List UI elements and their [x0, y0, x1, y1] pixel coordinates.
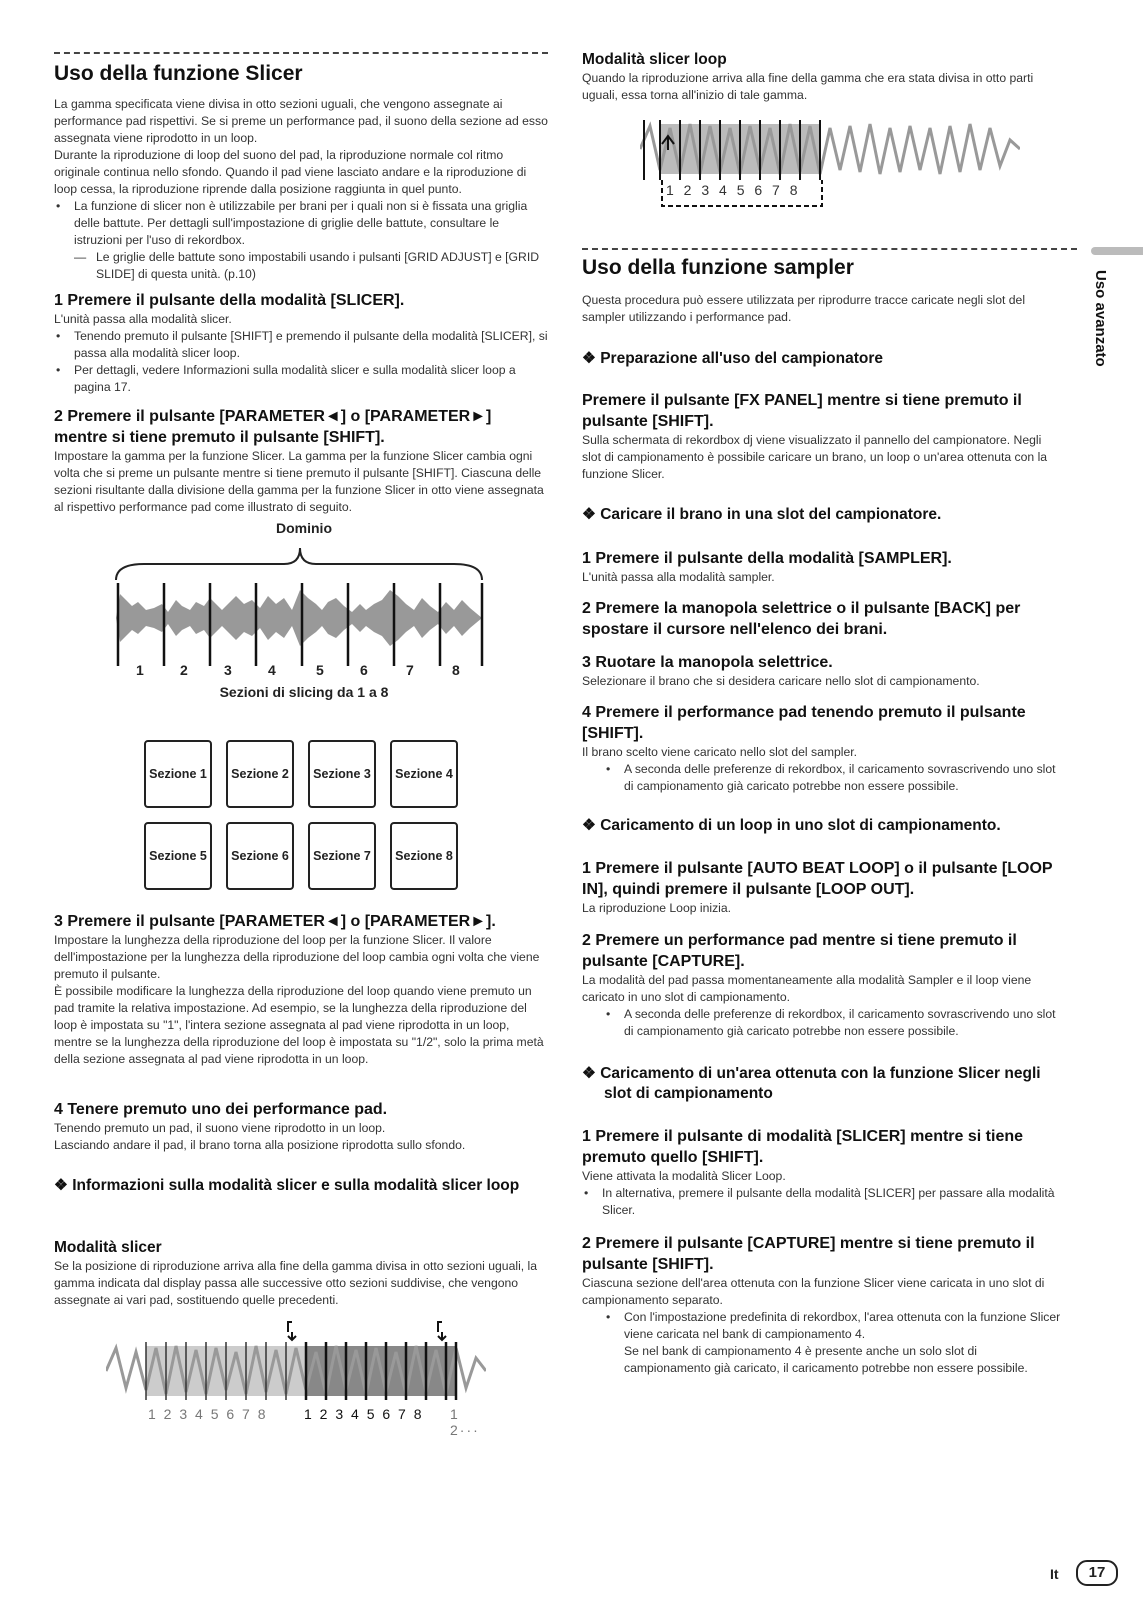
sampler-intro	[582, 292, 1062, 326]
section-divider	[54, 52, 548, 54]
step-text: Il brano scelto viene caricato nello slot del sampler.	[582, 745, 858, 759]
step-2	[54, 406, 548, 516]
slicing-figure	[104, 520, 504, 710]
step-title: 2 Premere il pulsante [PARAMETER◄] o [PARAMETER►] mentre si tiene premuto il pulsante [SHIFT].	[54, 408, 492, 446]
slicer-loop-title: Modalità slicer loop	[582, 51, 727, 68]
section-pad: Sezione 6	[226, 822, 294, 890]
section-pad: Sezione 8	[390, 822, 458, 890]
load-step-2	[582, 598, 1062, 640]
side-section-label: Uso avanzato	[1092, 270, 1109, 367]
section-pad: Sezione 3	[308, 740, 376, 808]
step-title: 1 Premere il pulsante della modalità [SAMPLER].	[582, 550, 952, 567]
slice-number: 4	[268, 662, 276, 678]
step-title: 1 Premere il pulsante della modalità [SLICER].	[54, 292, 405, 309]
step-text: La riproduzione Loop inizia.	[582, 901, 732, 915]
sampler-intro-text: Questa procedura può essere utilizzata per riprodurre tracce caricate negli slot del sampler utilizzando i performance pad.	[582, 293, 1026, 324]
note-dash: — Le griglie delle battute sono impostabili usando i pulsanti [GRID ADJUST] e [GRID SLIDE] di questa unità. (p.10)	[54, 249, 548, 283]
side-tab-marker	[1091, 247, 1143, 255]
area-step-2	[582, 1233, 1062, 1377]
loop-step-2	[582, 930, 1062, 1040]
slice-number: 3	[224, 662, 232, 678]
loopload-title: ❖ Caricamento di un loop in uno slot di campionamento.	[582, 817, 1001, 834]
slice-number: 8	[452, 662, 460, 678]
slicer-loop-numbers: 1 2 3 4 5 6 7 8	[666, 182, 801, 198]
step-bullet: • A seconda delle preferenze di rekordbox, il caricamento sovrascrivendo uno slot di campionamento già caricato potrebbe non essere possibile.	[582, 1006, 1062, 1040]
intro-paragraph: Durante la riproduzione di loop del suono del pad, la riproduzione normale col ritmo originale continua nello sfondo. Quando il pad viene lasciato andare e la riproduzione di loop cessa, la riproduzione riprende dalla posizione raggiunta in quel punto.	[54, 148, 527, 196]
slicer-mode-title: Modalità slicer	[54, 1239, 162, 1256]
load-step-4	[582, 702, 1062, 795]
step-text: Sulla schermata di rekordbox dj viene visualizzato il pannello del campionatore. Negli slot di campionamento è possibile caricare un brano, un loop o un'area ottenuta con la funzione Slicer.	[582, 433, 1048, 481]
section-divider	[582, 248, 1077, 250]
step-text: Lasciando andare il pad, il brano torna alla posizione riprodotta sullo sfondo.	[54, 1138, 466, 1152]
step-title: 4 Premere il performance pad tenendo premuto il pulsante [SHIFT].	[582, 704, 1026, 742]
area-heading	[582, 1064, 1062, 1104]
slicer-title: Uso della funzione Slicer	[54, 62, 303, 85]
slice-number: 7	[406, 662, 414, 678]
section-pad: Sezione 4	[390, 740, 458, 808]
step-text: La modalità del pad passa momentaneamente alla modalità Sampler e il loop viene caricato in uno slot di campionamento.	[582, 973, 1032, 1004]
step-bullet: • Per dettagli, vedere Informazioni sulla modalità slicer e sulla modalità slicer loop a pagina 17.	[54, 362, 548, 396]
page-number: 17	[1076, 1560, 1118, 1586]
info-title: ❖ Informazioni sulla modalità slicer e sulla modalità slicer loop	[54, 1177, 520, 1194]
step-bullet: • Tenendo premuto il pulsante [SHIFT] e premendo il pulsante della modalità [SLICER], si passa alla modalità slicer loop.	[54, 328, 548, 362]
step-text: Selezionare il brano che si desidera caricare nello slot di campionamento.	[582, 674, 980, 688]
prep-heading	[582, 349, 1062, 369]
step-bullet: • In alternativa, premere il pulsante della modalità [SLICER] per passare alla modalità Slicer.	[582, 1185, 1062, 1219]
slice-number: 1	[136, 662, 144, 678]
slicer-loop-figure	[640, 110, 1020, 220]
slice-numbers-current: 1 2 3 4 5 6 7 8	[304, 1406, 424, 1422]
slicer-mode	[54, 1238, 548, 1309]
figure-caption: Sezioni di slicing da 1 a 8	[219, 684, 389, 700]
info-heading	[54, 1176, 548, 1196]
section-pad-grid	[144, 740, 464, 890]
step-title: 2 Premere il pulsante [CAPTURE] mentre si tiene premuto il pulsante [SHIFT].	[582, 1235, 1035, 1273]
area-step-1	[582, 1126, 1062, 1219]
slicer-loop-waveform	[640, 110, 1020, 220]
slice-numbers-next: 1 2···	[450, 1406, 480, 1438]
section-pad: Sezione 2	[226, 740, 294, 808]
step-4	[54, 1099, 548, 1154]
step-text: L'unità passa alla modalità sampler.	[582, 570, 775, 584]
step-title: 3 Premere il pulsante [PARAMETER◄] o [PARAMETER►].	[54, 913, 496, 930]
intro-paragraph: La gamma specificata viene divisa in otto sezioni uguali, che vengono assegnate ai performance pad rispettivi. Se si preme un performance pad, il suono della sezione ad esso assegnata viene riprodotto in un loop.	[54, 97, 548, 145]
bullet-continuation: Se nel bank di campionamento 4 è presente anche un solo slot di campionamento già caricato, il caricamento potrebbe non essere possibile.	[624, 1344, 1028, 1375]
slicer-loop-text: Quando la riproduzione arriva alla fine della gamma che era stata divisa in otto parti uguali, essa torna all'inizio di tale gamma.	[582, 71, 1034, 102]
slicer-intro	[54, 96, 548, 283]
step-title: Premere il pulsante [FX PANEL] mentre si tiene premuto il pulsante [SHIFT].	[582, 392, 1022, 430]
step-3	[54, 911, 548, 1068]
footer-language: It	[1050, 1566, 1059, 1582]
prep-title: ❖ Preparazione all'uso del campionatore	[582, 350, 883, 367]
section-pad: Sezione 7	[308, 822, 376, 890]
slice-number: 2	[180, 662, 188, 678]
load-step-1	[582, 548, 1062, 586]
section-pad: Sezione 5	[144, 822, 212, 890]
slice-number: 5	[316, 662, 324, 678]
step-text: È possibile modificare la lunghezza della riproduzione del loop quando viene premuto un pad tramite la relativa impostazione. Ad esempio, se la lunghezza della riproduzione del loop è impostata su "1", l'intera sezione assegnata al pad viene riprodotta in un loop, mentre se la lunghezza della riproduzione del loop è impostata su "1/2", solo la prima metà della sezione assegnata al pad viene riprodotta in un loop.	[54, 984, 544, 1066]
slice-number: 6	[360, 662, 368, 678]
waveform-graphic	[104, 538, 504, 668]
load-heading	[582, 505, 1062, 525]
step-title: 3 Ruotare la manopola selettrice.	[582, 654, 833, 671]
slice-numbers-previous: 1 2 3 4 5 6 7 8	[148, 1406, 268, 1422]
step-title: 4 Tenere premuto uno dei performance pad.	[54, 1101, 388, 1118]
section-pad: Sezione 1	[144, 740, 212, 808]
step-text: Tenendo premuto un pad, il suono viene riprodotto in un loop.	[54, 1121, 386, 1135]
step-1	[54, 290, 548, 396]
step-bullet-continued	[582, 1343, 1062, 1377]
loopload-heading	[582, 816, 1062, 836]
step-title: 1 Premere il pulsante di modalità [SLICER] mentre si tiene premuto quello [SHIFT].	[582, 1128, 1024, 1166]
prep-step	[582, 390, 1062, 483]
step-text: Ciascuna sezione dell'area ottenuta con la funzione Slicer viene caricata in uno slot di campionamento separato.	[582, 1276, 1045, 1307]
load-title: ❖ Caricare il brano in una slot del campionatore.	[582, 506, 942, 523]
area-title: ❖ Caricamento di un'area ottenuta con la funzione Slicer negli slot di campionamento	[582, 1065, 1041, 1102]
step-title: 1 Premere il pulsante [AUTO BEAT LOOP] o il pulsante [LOOP IN], quindi premere il pulsante [LOOP OUT].	[582, 860, 1053, 898]
loop-step-1	[582, 858, 1062, 917]
slicer-loop-mode	[582, 50, 1072, 104]
step-title: 2 Premere la manopola selettrice o il pulsante [BACK] per spostare il cursore nell'elenco dei brani.	[582, 600, 1021, 638]
step-bullet: • A seconda delle preferenze di rekordbox, il caricamento sovrascrivendo uno slot di campionamento già caricato potrebbe non essere possibile.	[582, 761, 1062, 795]
step-text: L'unità passa alla modalità slicer.	[54, 312, 232, 326]
step-bullet: • Con l'impostazione predefinita di rekordbox, l'area ottenuta con la funzione Slicer viene caricata nel bank di campionamento 4.	[582, 1309, 1062, 1343]
slicer-mode-text: Se la posizione di riproduzione arriva alla fine della gamma divisa in otto sezioni uguali, la gamma indicata dal display passa alle successive otto sezioni suddivise, che vengono assegnate ai vari pad, sostituendo quelle precedenti.	[54, 1259, 538, 1307]
note-bullet: • La funzione di slicer non è utilizzabile per brani per i quali non si è fissata una griglia delle battute. Per dettagli sull'impostazione di griglie delle battute, consultare le istruzioni per l'uso di rekordbox.	[54, 198, 548, 249]
slicer-mode-waveform	[106, 1318, 486, 1408]
load-step-3	[582, 652, 1062, 690]
sampler-title: Uso della funzione sampler	[582, 256, 854, 279]
slicer-mode-figure	[106, 1318, 486, 1438]
step-text: Viene attivata la modalità Slicer Loop.	[582, 1169, 786, 1183]
dominio-label: Dominio	[276, 520, 332, 536]
step-text: Impostare la lunghezza della riproduzione del loop per la funzione Slicer. Il valore dell'impostazione per la lunghezza della riproduzione del loop cambia ogni volta che viene premuto il pulsante.	[54, 933, 540, 981]
step-text: Impostare la gamma per la funzione Slicer. La gamma per la funzione Slicer cambia ogni volta che si preme un pulsante mentre si tiene premuto il pulsante [SHIFT]. Ciascuna delle sezioni risultante dalla divisione della gamma per la funzione Slicer in otto viene assegnata al rispettivo performance pad come illustrato di seguito.	[54, 449, 544, 514]
step-title: 2 Premere un performance pad mentre si tiene premuto il pulsante [CAPTURE].	[582, 932, 1017, 970]
